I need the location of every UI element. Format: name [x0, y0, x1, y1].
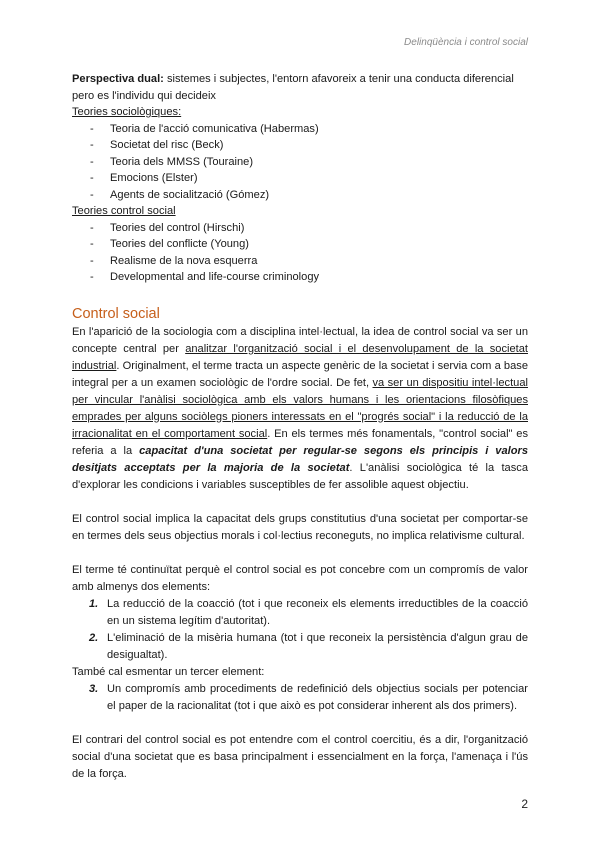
item-number: 2. — [89, 631, 99, 644]
paragraph-3: El terme té continuïtat perquè el control social es pot concebre com un compromís de valor amb almenys dos elements: — [72, 563, 528, 593]
p1-underlined-2: va ser un dispositiu intel·lectual per vincular l'anàlisi sociològica amb els valors humans i les orientacions filosòfiques emprades per alguns sociòlegs pioners interessats en el "progrés social" i la reducció de la irracionalitat en el comportament social — [72, 376, 528, 440]
numbered-item — [72, 596, 528, 630]
numbered-item — [72, 681, 528, 715]
elements-list — [72, 596, 528, 664]
p1-underlined-1: analitzar l'organització social i el desenvolupament de la societat industrial — [72, 342, 528, 372]
intro-text: sistemes i subjectes, l'entorn afavoreix a tenir una conducta diferencial pero es l'individu qui decideix — [72, 73, 514, 102]
social-control-theories-heading: Teories control social — [72, 205, 176, 217]
list-item: - Teoria dels MMSS (Touraine) — [72, 154, 528, 171]
list-item: - Developmental and life-course criminology — [72, 269, 528, 286]
p1-text-d: . L'anàlisi sociològica té la tasca d'explorar les condicions i variables susceptibles de fer assolible aquest objectiu. — [72, 461, 528, 491]
list-item: - Teories del control (Hirschi) — [72, 220, 528, 237]
numbered-item — [72, 630, 528, 664]
paragraph-4: També cal esmentar un tercer element: — [72, 665, 265, 678]
list-item: - Emocions (Elster) — [72, 170, 528, 187]
paragraph-2: El control social implica la capacitat dels grups constitutius d'una societat per comportar-se en termes dels seus objectius morals i col·lectius reconeguts, no implica relativisme cultural. — [72, 512, 528, 542]
p1-text-b: . Originalment, el terme tracta un aspecte genèric de la societat i servia com a base integral per a un examen sociològic de l'ordre social. De fet, — [72, 359, 528, 389]
sociological-theories-list — [72, 121, 528, 204]
p1-text-c: . En els termes més fonamentals, "control social" es referia a la — [72, 427, 528, 457]
list-item: - Teories del conflicte (Young) — [72, 236, 528, 253]
list-item: - Agents de socialització (Gómez) — [72, 187, 528, 204]
social-control-theories-list — [72, 220, 528, 286]
p1-text-a: En l'aparició de la sociologia com a disciplina intel·lectual, la idea de control social va ser un concepte central per — [72, 325, 528, 355]
intro-label: Perspectiva dual: — [72, 73, 164, 85]
item-number: 3. — [89, 682, 99, 695]
list-item: - Societat del risc (Beck) — [72, 137, 528, 154]
sociological-theories-heading: Teories sociològiques: — [72, 106, 182, 118]
list-item: - Teoria de l'acció comunicativa (Habermas) — [72, 121, 528, 138]
item-text: L'eliminació de la misèria humana (tot i que reconeix la persistència d'algun grau de desigualtat). — [107, 631, 528, 661]
item-text: Un compromís amb procediments de redefinició dels objectius socials per potenciar el paper de la racionalitat (tot i que això es pot considerar inherent als dos primers). — [107, 682, 528, 712]
page-content — [72, 71, 528, 783]
third-element-list — [72, 681, 528, 715]
paragraph-1 — [72, 324, 528, 494]
page-number: 2 — [521, 797, 528, 811]
item-text: La reducció de la coacció (tot i que reconeix els elements irreductibles de la coacció en un sistema legítim d'autoritat). — [107, 597, 528, 627]
item-number: 1. — [89, 597, 99, 610]
list-item: - Realisme de la nova esquerra — [72, 253, 528, 270]
p1-emphasis: capacitat d'una societat per regular-se segons els principis i valors desitjats acceptats per la majoria de la societat — [72, 444, 528, 474]
running-header: Delinqüència i control social — [404, 37, 528, 48]
paragraph-5: El contrari del control social es pot entendre com el control coercitiu, és a dir, l'organització social d'una societat que es basa principalment i essencialment en la força, l'amenaça i l'ús de la força. — [72, 733, 528, 780]
section-title: Control social — [72, 305, 160, 322]
intro-paragraph — [72, 71, 528, 104]
